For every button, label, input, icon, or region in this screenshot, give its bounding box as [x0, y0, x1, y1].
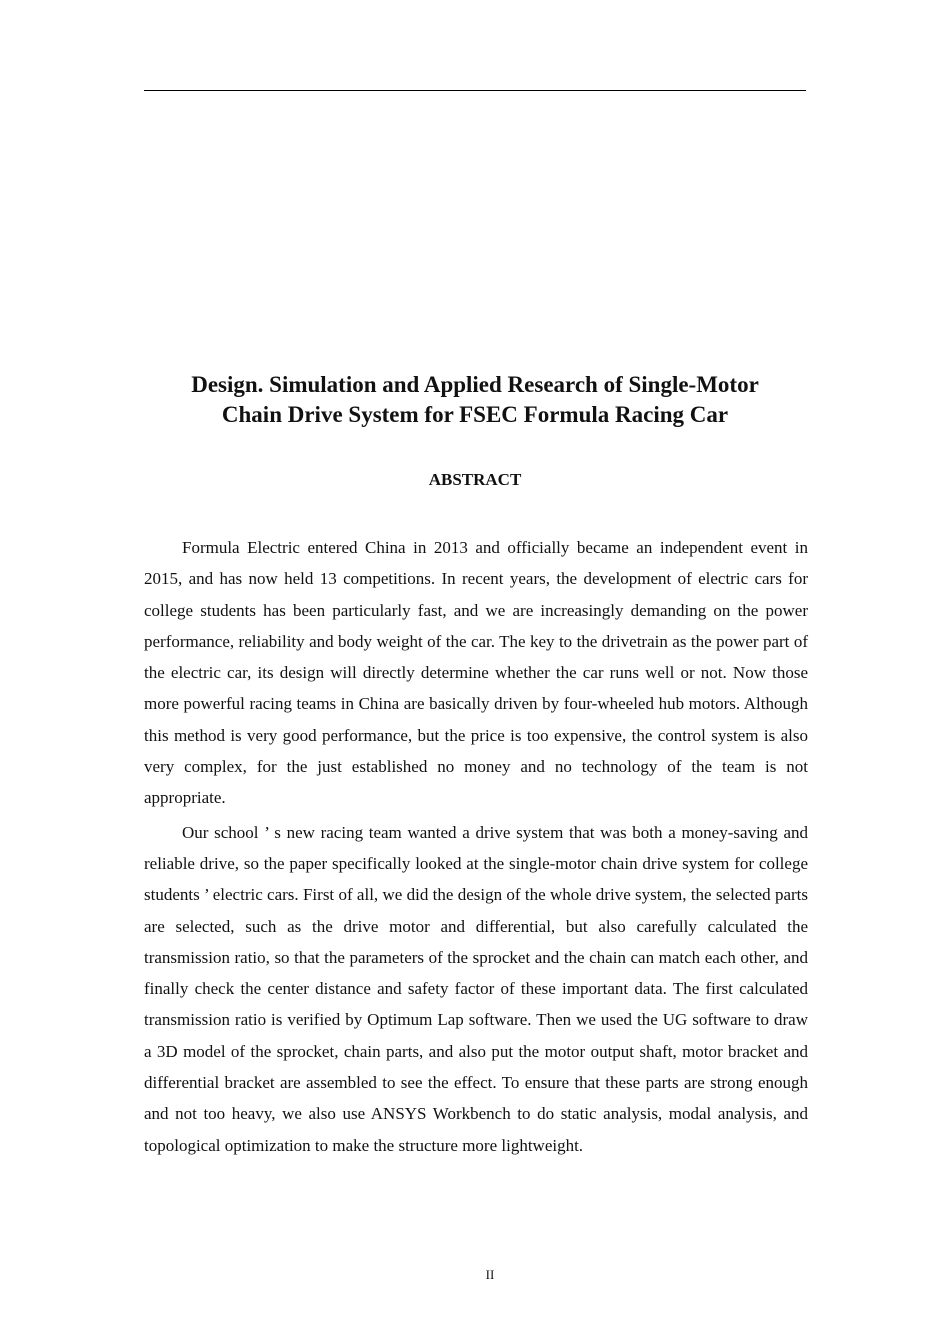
title-line-1: Design. Simulation and Applied Research of Single-Motor — [191, 372, 759, 397]
abstract-body — [144, 532, 808, 1164]
document-title — [120, 370, 830, 430]
page-number: II — [485, 1267, 495, 1282]
abstract-paragraph-2: Our school ’ s new racing team wanted a drive system that was both a money-saving and reliable drive, so the paper specifically looked at the single-motor chain drive system for college students ’ electric cars. First of all, we did the design of the whole drive system, the selected parts are selected, such as the drive motor and differential, but also carefully calculated the transmission ratio, so that the parameters of the sprocket and the chain can match each other, and finally check the center distance and safety factor of these important data. The first calculated transmission ratio is verified by Optimum Lap software. Then we used the UG software to draw a 3D model of the sprocket, chain parts, and also put the motor output shaft, motor bracket and differential bracket are assembled to see the effect. To ensure that these parts are strong enough and not too heavy, we also use ANSYS Workbench to do static analysis, modal analysis, and topological optimization to make the structure more lightweight. — [144, 822, 808, 1155]
title-line-2: Chain Drive System for FSEC Formula Racing Car — [221, 402, 729, 427]
abstract-heading: ABSTRACT — [428, 470, 522, 489]
abstract-paragraph-1: Formula Electric entered China in 2013 and officially became an independent event in 2015, and has now held 13 competitions. In recent years, the development of electric cars for college students has been particularly fast, and we are increasingly demanding on the power performance, reliability and body weight of the car. The key to the drivetrain as the power part of the electric car, its design will directly determine whether the car runs well or not. Now those more powerful racing teams in China are basically driven by four-wheeled hub motors. Although this method is very good performance, but the price is too expensive, the control system is also very complex, for the just established no money and no technology of the team is not appropriate. — [144, 538, 808, 808]
header-rule — [144, 90, 806, 91]
